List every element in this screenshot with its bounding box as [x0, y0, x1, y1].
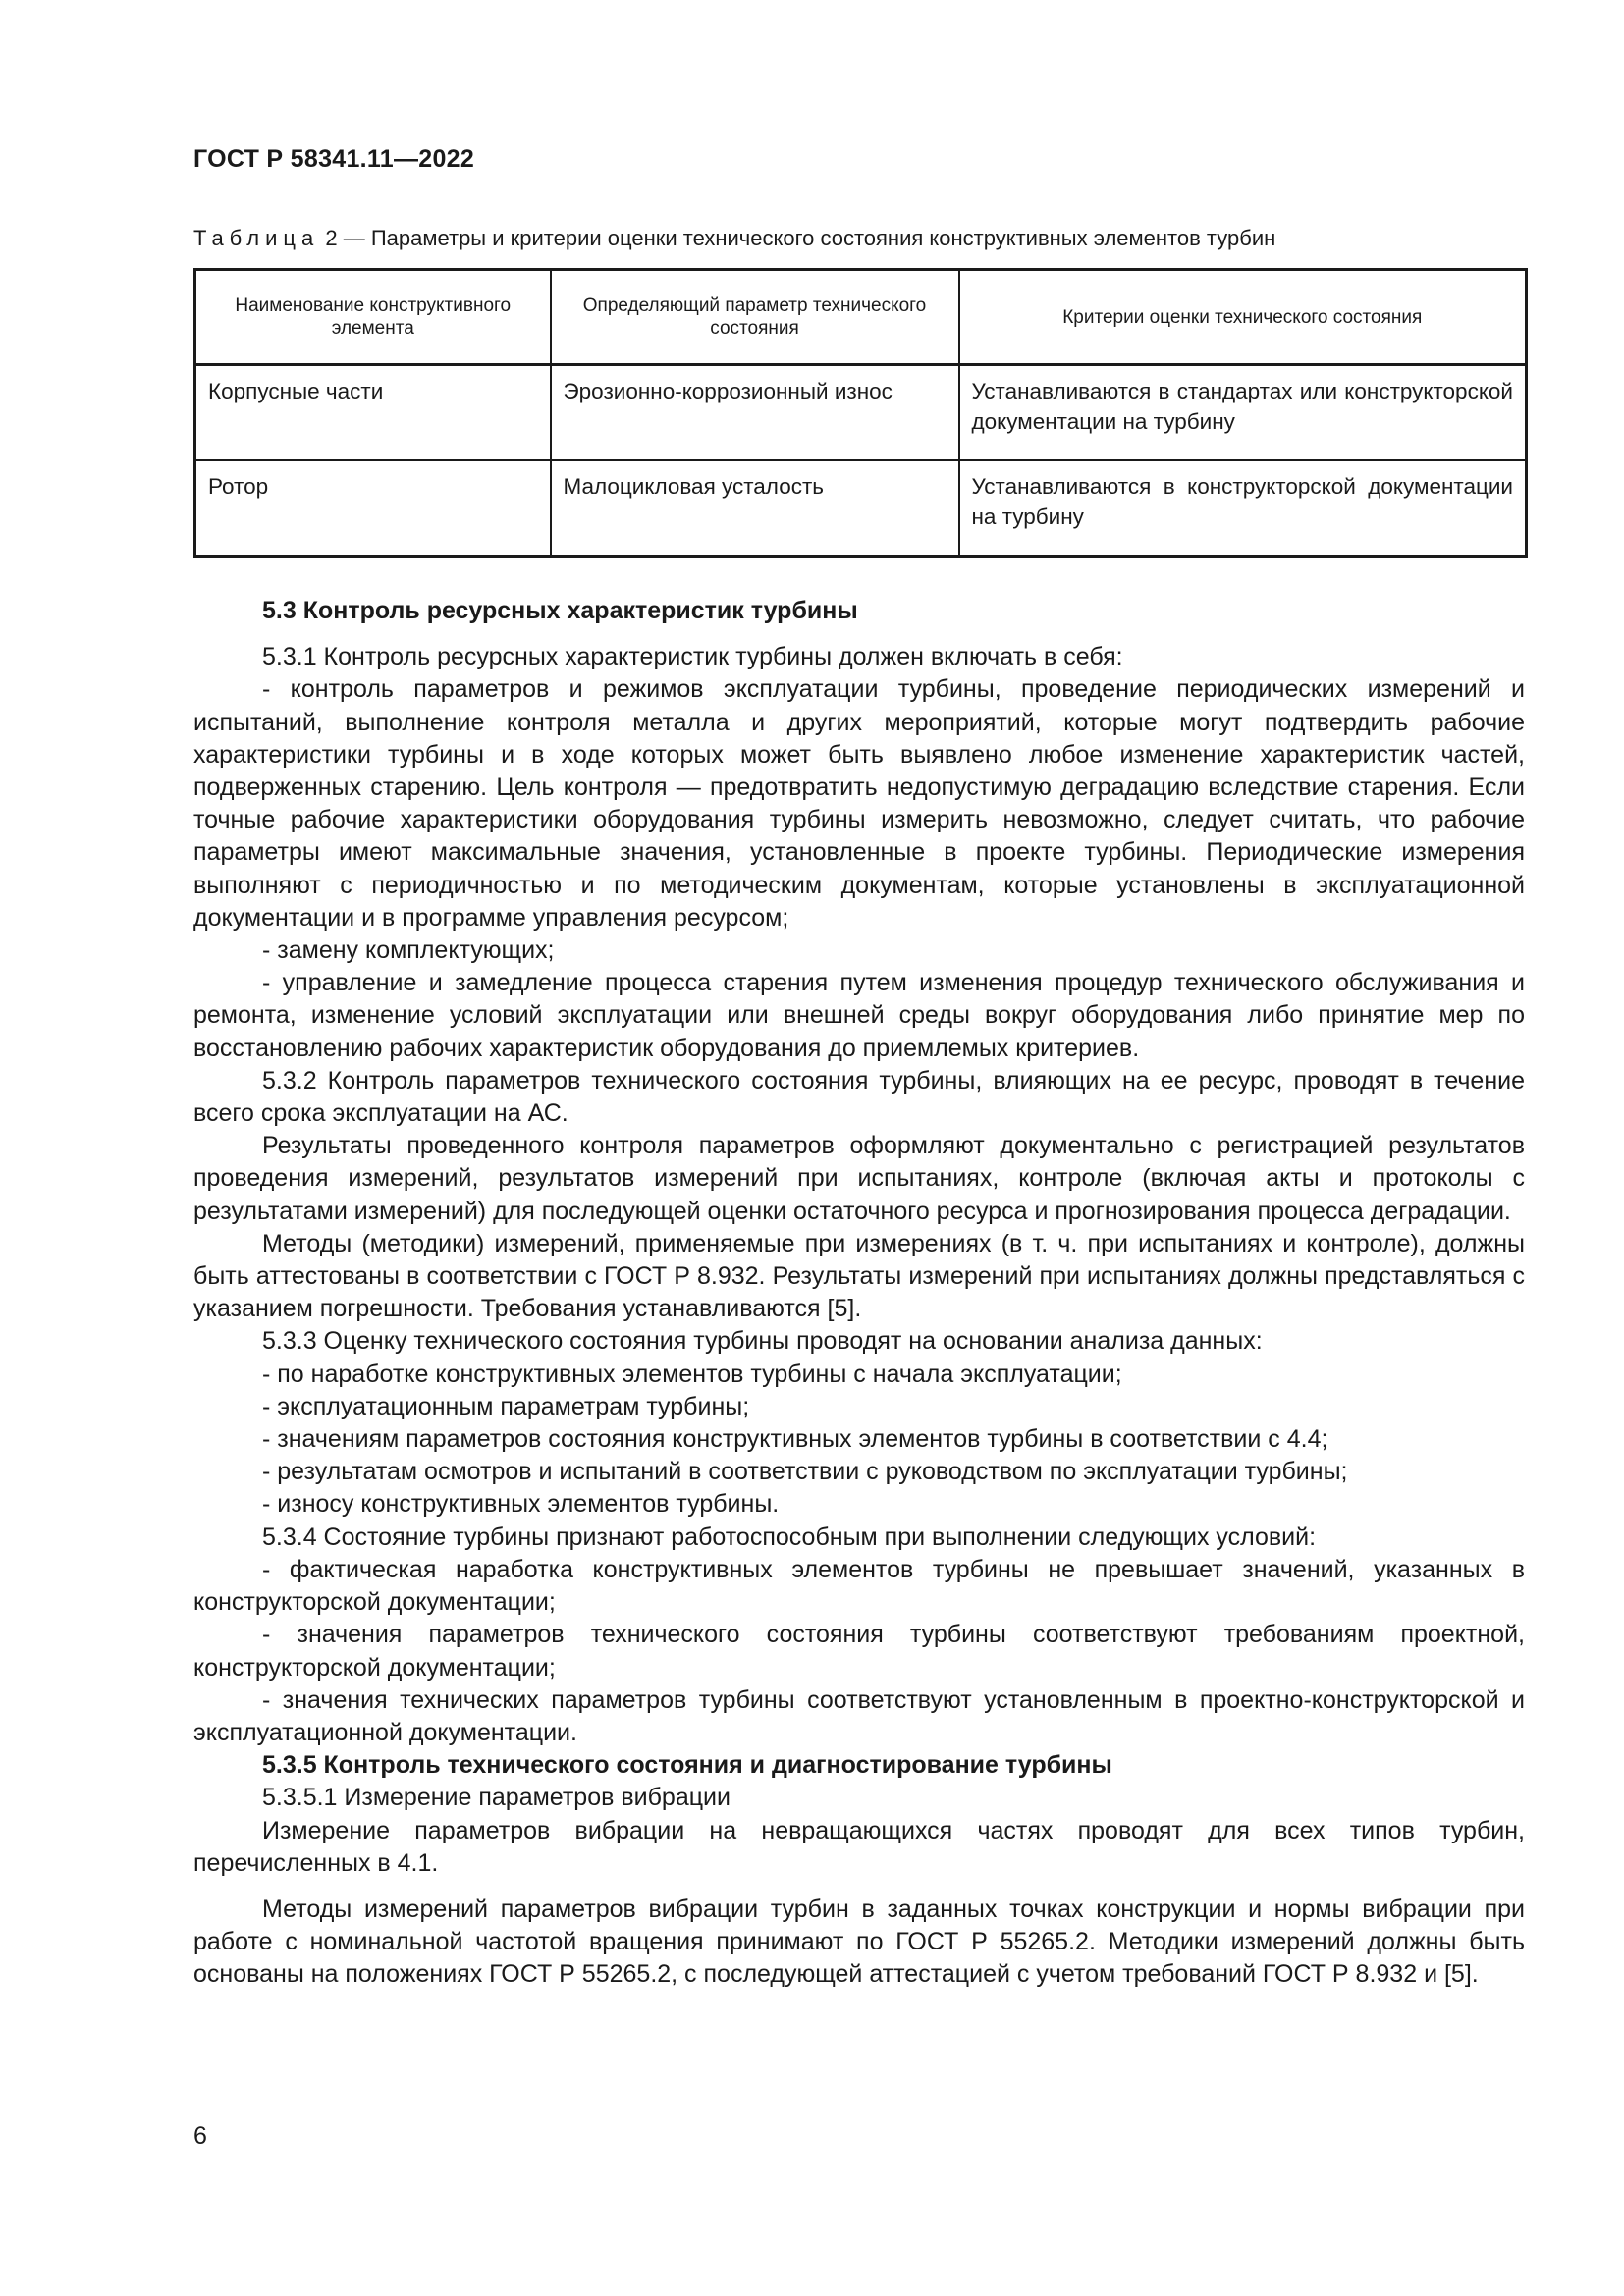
- column-header: Наименование конструктивного элемента: [195, 270, 551, 365]
- table-cell: Эрозионно-коррозионный износ: [551, 365, 959, 461]
- paragraph: Методы измерений параметров вибрации турбин в заданных точках конструкции и нормы вибрации при работе с номинальной частотой вращения принимают по ГОСТ Р 55265.2. Методики измерений должны быть основаны на положениях ГОСТ Р 55265.2, с последующей аттестацией с учетом требований ГОСТ Р 8.932 и [5].: [193, 1895, 1525, 1989]
- subsection-heading: 5.3.5 Контроль технического состояния и диагностирование турбины: [262, 1751, 1112, 1780]
- paragraph: 5.3.3 Оценку технического состояния турбины проводят на основании анализа данных:: [262, 1327, 1263, 1356]
- list-item: - износу конструктивных элементов турбины.: [262, 1490, 780, 1519]
- table-cell: Корпусные части: [195, 365, 551, 461]
- table-cell: Устанавливаются в стандартах или конструкторской документации на турбину: [959, 365, 1527, 461]
- section-body: [193, 595, 1525, 1992]
- parameters-table: [193, 268, 1528, 558]
- table-caption-text: 2 — Параметры и критерии оценки технического состояния конструктивных элементов турбин: [319, 226, 1276, 250]
- list-item: - по наработке конструктивных элементов турбины с начала эксплуатации;: [262, 1360, 1122, 1388]
- table-cell: Устанавливаются в конструкторской документации на турбину: [959, 460, 1527, 557]
- list-item: - значения параметров технического состояния турбины соответствуют требованиям проектной, конструкторской документации;: [193, 1621, 1525, 1682]
- list-item: - управление и замедление процесса старения путем изменения процедур технического обслуживания и ремонта, изменение условий эксплуатации или внешней среды вокруг оборудования либо принятие мер по восстановлению рабочих характеристик оборудования до приемлемых критериев.: [193, 969, 1525, 1062]
- table-caption-word: Таблица: [193, 226, 320, 250]
- paragraph: Результаты проведенного контроля параметров оформляют документально с регистрацией результатов проведения измерений, результатов измерений при испытаниях, контроле (включая акты и протоколы с результатами измерений) для последующей оценки остаточного ресурса и прогнозирования процесса деградации.: [193, 1132, 1525, 1225]
- paragraph: 5.3.4 Состояние турбины признают работоспособным при выполнении следующих условий:: [262, 1522, 1317, 1551]
- section-heading: 5.3 Контроль ресурсных характеристик турбины: [262, 597, 858, 624]
- column-header: Критерии оценки технического состояния: [959, 270, 1527, 365]
- table-caption: [193, 226, 1275, 251]
- page-number: 6: [193, 2122, 207, 2150]
- list-item: - фактическая наработка конструктивных элементов турбины не превышает значений, указанных в конструкторской документации;: [193, 1555, 1525, 1617]
- paragraph: Методы (методики) измерений, применяемые при измерениях (в т. ч. при испытаниях и контроле), должны быть аттестованы в соответствии с ГОСТ Р 8.932. Результаты измерений при испытаниях должны представляться с указанием погрешности. Требования устанавливаются [5].: [193, 1229, 1525, 1323]
- table-row: [195, 460, 1527, 557]
- list-item: - эксплуатационным параметрам турбины;: [262, 1392, 750, 1420]
- list-item: - контроль параметров и режимов эксплуатации турбины, проведение периодических измерений и испытаний, выполнение контроля металла и других мероприятий, которые могут подтвердить рабочие характеристики турбины и в ходе которых может быть выявлено любое изменение характеристик частей, подверженных старению. Цель контроля — предотвратить недопустимую деградацию вследствие старения. Если точные рабочие характеристики оборудования турбины измерить невозможно, следует считать, что рабочие параметры имеют максимальные значения, установленные в проекте турбины. Периодические измерения выполняют с периодичностью и по методическим документам, которые установлены в эксплуатационной документации и в программе управления ресурсом;: [193, 675, 1525, 932]
- paragraph: 5.3.5.1 Измерение параметров вибрации: [262, 1784, 731, 1812]
- table-cell: Ротор: [195, 460, 551, 557]
- paragraph: 5.3.2 Контроль параметров технического состояния турбины, влияющих на ее ресурс, проводят в течение всего срока эксплуатации на АС.: [193, 1066, 1525, 1128]
- list-item: - результатам осмотров и испытаний в соответствии с руководством по эксплуатации турбины;: [262, 1458, 1348, 1486]
- list-item: - замену комплектующих;: [262, 936, 555, 965]
- table-header-row: [195, 270, 1527, 365]
- table-row: [195, 365, 1527, 461]
- list-item: - значения технических параметров турбины соответствуют установленным в проектно-конструкторской и эксплуатационной документации.: [193, 1685, 1525, 1746]
- paragraph: Измерение параметров вибрации на невращающихся частях проводят для всех типов турбин, перечисленных в 4.1.: [193, 1816, 1525, 1877]
- document-header: ГОСТ Р 58341.11—2022: [193, 145, 475, 173]
- table-cell: Малоцикловая усталость: [551, 460, 959, 557]
- paragraph: 5.3.1 Контроль ресурсных характеристик турбины должен включать в себя:: [262, 643, 1123, 671]
- column-header: Определяющий параметр технического состояния: [551, 270, 959, 365]
- list-item: - значениям параметров состояния конструктивных элементов турбины в соответствии с 4.4;: [262, 1425, 1328, 1454]
